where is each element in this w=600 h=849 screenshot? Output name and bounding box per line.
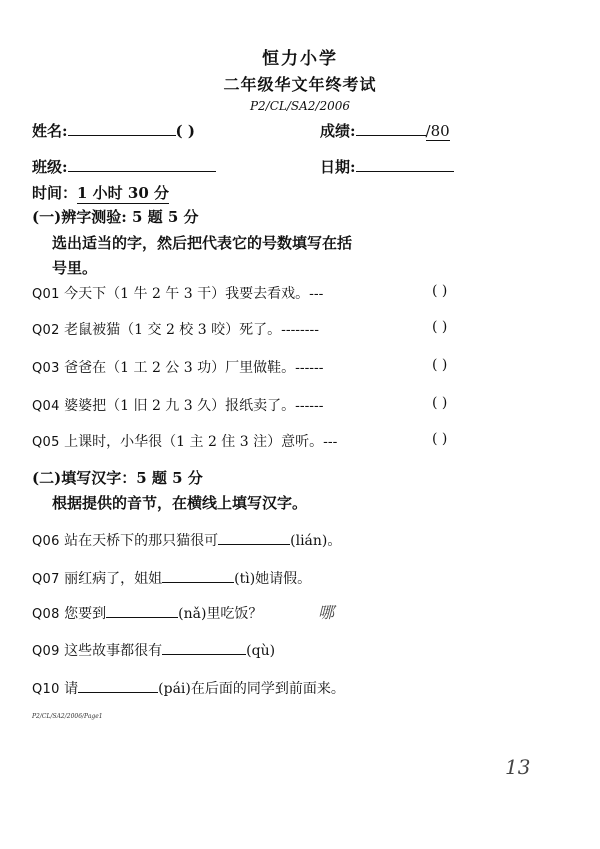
fill-row xyxy=(32,530,341,550)
fill-blank[interactable] xyxy=(78,678,158,693)
question-row xyxy=(32,319,319,339)
pinyin-hint: (nǎ) xyxy=(178,606,207,622)
exam-title: 二年级华文年终考试 xyxy=(223,75,377,94)
section1-instruction-line1: 选出适当的字，然后把代表它的号数填写在括 xyxy=(52,234,353,252)
exam-code: P2/CL/SA2/2006 xyxy=(249,99,351,113)
section2-instruction: 根据提供的音节，在横线上填写汉字。 xyxy=(52,494,308,512)
question-id: Q09 xyxy=(32,644,60,659)
class-label: 班级: xyxy=(32,158,68,176)
question-id: Q02 xyxy=(32,323,60,338)
time-label: 时间： xyxy=(32,184,78,202)
question-id: Q03 xyxy=(32,361,60,376)
fill-row xyxy=(32,640,275,660)
fill-blank[interactable] xyxy=(162,640,246,655)
question-id: Q04 xyxy=(32,399,60,414)
time-row xyxy=(32,182,169,204)
class-row xyxy=(32,156,216,177)
question-text: 上课时，小华很（1 主 2 住 3 注）意听。--- xyxy=(64,434,338,450)
section2-title: (二)填写汉字：5 题 5 分 xyxy=(32,469,203,487)
school-name: 恒力小学 xyxy=(262,49,338,69)
date-label: 日期: xyxy=(320,158,356,176)
question-row xyxy=(32,395,324,415)
fill-text-after: 里吃饭？ xyxy=(206,606,263,622)
question-id: Q08 xyxy=(32,607,60,622)
fill-text-before: 这些故事都很有 xyxy=(64,643,163,659)
fill-text-before: 您要到 xyxy=(64,606,107,622)
fill-text-after: 她请假。 xyxy=(255,571,312,587)
fill-row xyxy=(32,568,311,588)
section1-title: (一)辨字测验: 5 题 5 分 xyxy=(32,208,199,226)
name-label: 姓名: xyxy=(32,122,68,140)
fill-blank[interactable] xyxy=(218,530,290,545)
section1-instruction-line2: 号里。 xyxy=(52,259,98,277)
name-row xyxy=(32,120,195,141)
question-row xyxy=(32,431,337,451)
answer-paren[interactable]: ( ) xyxy=(432,319,448,335)
question-text: 婆婆把（1 旧 2 九 3 久）报纸卖了。------ xyxy=(64,398,324,414)
score-label: 成绩: xyxy=(320,122,356,140)
question-id: Q07 xyxy=(32,572,60,587)
fill-text-after: 在后面的同学到前面来。 xyxy=(190,681,345,697)
fill-blank[interactable] xyxy=(106,603,178,618)
question-id: Q05 xyxy=(32,435,60,450)
fill-row xyxy=(32,603,262,623)
question-id: Q10 xyxy=(32,682,60,697)
question-id: Q01 xyxy=(32,287,60,302)
fill-text-before: 丽红病了，姐姐 xyxy=(64,571,163,587)
answer-paren[interactable]: ( ) xyxy=(432,431,448,447)
answer-paren[interactable]: ( ) xyxy=(432,357,448,373)
question-text: 今天下（1 牛 2 午 3 干）我要去看戏。--- xyxy=(64,286,324,302)
time-value: 1 小时 30 分 xyxy=(77,184,169,202)
pinyin-hint: (tì) xyxy=(234,571,256,587)
question-text: 老鼠被猫（1 交 2 校 3 咬）死了。-------- xyxy=(64,322,319,338)
date-row xyxy=(320,156,454,177)
question-row xyxy=(32,357,324,377)
handwritten-answer: 哪 xyxy=(318,603,335,622)
score-row xyxy=(320,120,450,141)
name-blank[interactable] xyxy=(68,121,176,136)
fill-blank[interactable] xyxy=(162,568,234,583)
fill-text-before: 站在天桥下的那只猫很可 xyxy=(64,533,219,549)
fill-row xyxy=(32,678,345,698)
question-row xyxy=(32,283,323,303)
question-text: 爸爸在（1 工 2 公 3 功）厂里做鞋。------ xyxy=(64,360,324,376)
pinyin-hint: (qù) xyxy=(246,643,276,659)
name-index-paren: ( ) xyxy=(175,122,195,140)
pinyin-hint: (pái) xyxy=(158,681,191,697)
score-total: /80 xyxy=(425,122,450,140)
question-id: Q06 xyxy=(32,534,60,549)
handwritten-page-mark: 13 xyxy=(505,755,531,779)
class-blank[interactable] xyxy=(68,157,216,172)
score-blank[interactable] xyxy=(356,121,426,136)
fill-text-before: 请 xyxy=(64,681,79,697)
answer-paren[interactable]: ( ) xyxy=(432,283,448,299)
date-blank[interactable] xyxy=(356,157,454,172)
footer-page-ref: P2/CL/SA2/2006/Page1 xyxy=(32,713,103,720)
answer-paren[interactable]: ( ) xyxy=(432,395,448,411)
pinyin-hint: (lián)。 xyxy=(290,533,342,549)
